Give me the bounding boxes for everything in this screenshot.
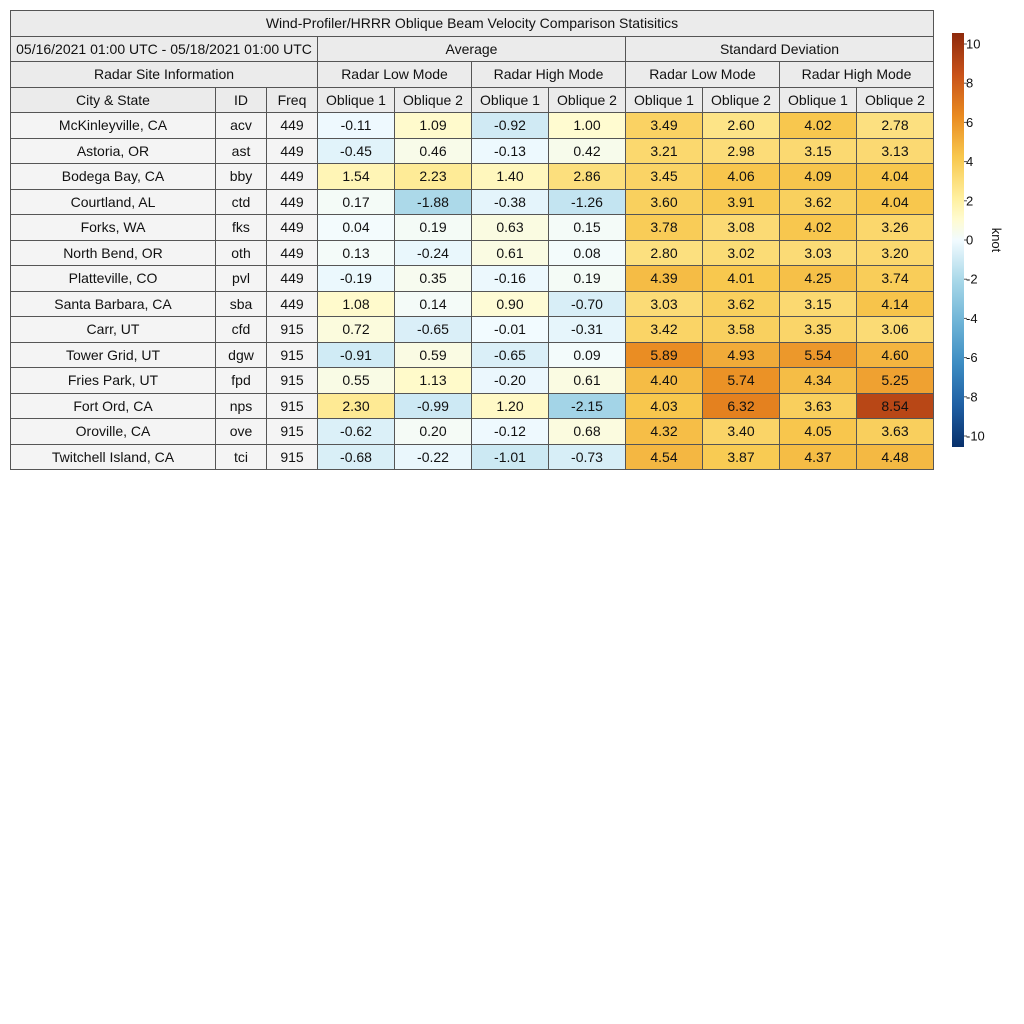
site-city-cell: Platteville, CO <box>11 266 216 292</box>
value-cell: 4.05 <box>780 419 857 445</box>
value-cell: 2.30 <box>318 393 395 419</box>
site-city-cell: North Bend, OR <box>11 240 216 266</box>
site-freq-cell: 915 <box>267 368 318 394</box>
std-low-mode-header: Radar Low Mode <box>626 62 780 88</box>
site-freq-cell: 915 <box>267 393 318 419</box>
colorbar-tick-label: 4 <box>966 154 974 170</box>
value-cell: 1.13 <box>395 368 472 394</box>
std-high-oblique1-header: Oblique 1 <box>780 87 857 113</box>
site-city-cell: Carr, UT <box>11 317 216 343</box>
value-cell: 8.54 <box>857 393 934 419</box>
colorbar-tick-label: 2 <box>966 193 974 209</box>
group-header-row <box>11 36 934 62</box>
table-row <box>11 189 934 215</box>
value-cell: 0.35 <box>395 266 472 292</box>
title-row <box>11 11 934 37</box>
value-cell: 3.35 <box>780 317 857 343</box>
value-cell: 5.89 <box>626 342 703 368</box>
value-cell: 3.15 <box>780 138 857 164</box>
value-cell: 2.98 <box>703 138 780 164</box>
std-low-oblique1-header: Oblique 1 <box>626 87 703 113</box>
value-cell: 1.54 <box>318 164 395 190</box>
value-cell: -0.65 <box>472 342 549 368</box>
site-id-cell: pvl <box>216 266 267 292</box>
value-cell: 3.03 <box>780 240 857 266</box>
value-cell: 2.60 <box>703 113 780 139</box>
value-cell: -1.26 <box>549 189 626 215</box>
colorbar-gradient <box>952 33 964 447</box>
site-freq-cell: 449 <box>267 291 318 317</box>
table-row <box>11 164 934 190</box>
value-cell: 3.49 <box>626 113 703 139</box>
value-cell: 3.62 <box>780 189 857 215</box>
value-cell: 0.14 <box>395 291 472 317</box>
site-id-cell: dgw <box>216 342 267 368</box>
site-freq-cell: 915 <box>267 444 318 470</box>
site-city-cell: Bodega Bay, CA <box>11 164 216 190</box>
value-cell: 4.14 <box>857 291 934 317</box>
value-cell: 4.02 <box>780 215 857 241</box>
colorbar <box>948 33 1018 453</box>
site-city-cell: Forks, WA <box>11 215 216 241</box>
value-cell: 4.37 <box>780 444 857 470</box>
site-info-header: Radar Site Information <box>11 62 318 88</box>
table-row <box>11 291 934 317</box>
avg-low-oblique2-header: Oblique 2 <box>395 87 472 113</box>
site-id-cell: tci <box>216 444 267 470</box>
value-cell: 0.55 <box>318 368 395 394</box>
value-cell: -0.22 <box>395 444 472 470</box>
value-cell: 4.04 <box>857 164 934 190</box>
value-cell: -0.99 <box>395 393 472 419</box>
value-cell: 0.09 <box>549 342 626 368</box>
site-city-cell: McKinleyville, CA <box>11 113 216 139</box>
site-id-cell: oth <box>216 240 267 266</box>
table-row <box>11 342 934 368</box>
site-city-cell: Tower Grid, UT <box>11 342 216 368</box>
table-row <box>11 419 934 445</box>
site-freq-cell: 449 <box>267 215 318 241</box>
value-cell: 0.13 <box>318 240 395 266</box>
value-cell: 3.58 <box>703 317 780 343</box>
value-cell: 2.80 <box>626 240 703 266</box>
value-cell: -0.20 <box>472 368 549 394</box>
site-freq-cell: 915 <box>267 317 318 343</box>
value-cell: 4.25 <box>780 266 857 292</box>
value-cell: 0.15 <box>549 215 626 241</box>
value-cell: 5.54 <box>780 342 857 368</box>
table-body <box>11 113 934 470</box>
site-id-cell: bby <box>216 164 267 190</box>
value-cell: 0.61 <box>549 368 626 394</box>
value-cell: 0.59 <box>395 342 472 368</box>
avg-high-mode-header: Radar High Mode <box>472 62 626 88</box>
colorbar-tick-label: -6 <box>966 350 978 366</box>
site-city-cell: Santa Barbara, CA <box>11 291 216 317</box>
value-cell: 0.90 <box>472 291 549 317</box>
value-cell: 4.93 <box>703 342 780 368</box>
value-cell: 3.08 <box>703 215 780 241</box>
value-cell: 5.25 <box>857 368 934 394</box>
value-cell: -2.15 <box>549 393 626 419</box>
value-cell: 0.19 <box>395 215 472 241</box>
std-low-oblique2-header: Oblique 2 <box>703 87 780 113</box>
value-cell: 3.40 <box>703 419 780 445</box>
value-cell: 3.87 <box>703 444 780 470</box>
value-cell: -0.11 <box>318 113 395 139</box>
value-cell: 1.09 <box>395 113 472 139</box>
value-cell: 3.02 <box>703 240 780 266</box>
value-cell: -1.01 <box>472 444 549 470</box>
value-cell: 6.32 <box>703 393 780 419</box>
value-cell: -0.91 <box>318 342 395 368</box>
value-cell: 4.03 <box>626 393 703 419</box>
value-cell: -0.68 <box>318 444 395 470</box>
site-city-cell: Fort Ord, CA <box>11 393 216 419</box>
value-cell: 0.72 <box>318 317 395 343</box>
colorbar-unit-label: knot <box>989 227 1004 253</box>
value-cell: -0.01 <box>472 317 549 343</box>
value-cell: 3.03 <box>626 291 703 317</box>
value-cell: -0.73 <box>549 444 626 470</box>
site-id-cell: ove <box>216 419 267 445</box>
value-cell: -0.24 <box>395 240 472 266</box>
avg-high-oblique1-header: Oblique 1 <box>472 87 549 113</box>
value-cell: 0.61 <box>472 240 549 266</box>
colorbar-tick-label: 0 <box>966 232 974 248</box>
value-cell: 2.23 <box>395 164 472 190</box>
value-cell: 0.42 <box>549 138 626 164</box>
site-freq-cell: 449 <box>267 266 318 292</box>
value-cell: 1.00 <box>549 113 626 139</box>
value-cell: -0.38 <box>472 189 549 215</box>
value-cell: -0.16 <box>472 266 549 292</box>
stats-table <box>10 10 934 470</box>
std-high-oblique2-header: Oblique 2 <box>857 87 934 113</box>
value-cell: 4.04 <box>857 189 934 215</box>
colorbar-tick-label: 10 <box>966 36 981 52</box>
site-freq-cell: 449 <box>267 113 318 139</box>
value-cell: 4.48 <box>857 444 934 470</box>
value-cell: 0.08 <box>549 240 626 266</box>
colorbar-tick-label: -8 <box>966 389 978 405</box>
stddev-header: Standard Deviation <box>626 36 934 62</box>
value-cell: -0.70 <box>549 291 626 317</box>
value-cell: 3.15 <box>780 291 857 317</box>
table-row <box>11 444 934 470</box>
site-id-cell: cfd <box>216 317 267 343</box>
value-cell: 2.78 <box>857 113 934 139</box>
value-cell: 0.19 <box>549 266 626 292</box>
value-cell: 3.62 <box>703 291 780 317</box>
value-cell: 0.63 <box>472 215 549 241</box>
site-freq-cell: 915 <box>267 342 318 368</box>
site-id-cell: fpd <box>216 368 267 394</box>
avg-high-oblique2-header: Oblique 2 <box>549 87 626 113</box>
value-cell: 4.60 <box>857 342 934 368</box>
colorbar-ticks <box>964 37 985 444</box>
value-cell: 4.01 <box>703 266 780 292</box>
average-header: Average <box>318 36 626 62</box>
value-cell: 4.39 <box>626 266 703 292</box>
site-city-cell: Astoria, OR <box>11 138 216 164</box>
value-cell: 0.04 <box>318 215 395 241</box>
site-id-cell: ast <box>216 138 267 164</box>
site-freq-cell: 449 <box>267 164 318 190</box>
value-cell: -0.12 <box>472 419 549 445</box>
value-cell: 3.13 <box>857 138 934 164</box>
site-id-cell: sba <box>216 291 267 317</box>
site-freq-cell: 449 <box>267 189 318 215</box>
freq-column-header: Freq <box>267 87 318 113</box>
site-city-cell: Fries Park, UT <box>11 368 216 394</box>
value-cell: 4.40 <box>626 368 703 394</box>
colorbar-tick-label: -2 <box>966 271 978 287</box>
value-cell: 0.17 <box>318 189 395 215</box>
site-id-cell: nps <box>216 393 267 419</box>
value-cell: 2.86 <box>549 164 626 190</box>
value-cell: -0.19 <box>318 266 395 292</box>
value-cell: 3.21 <box>626 138 703 164</box>
value-cell: 3.26 <box>857 215 934 241</box>
value-cell: 3.63 <box>780 393 857 419</box>
value-cell: 3.42 <box>626 317 703 343</box>
value-cell: 4.06 <box>703 164 780 190</box>
table-row <box>11 240 934 266</box>
site-city-cell: Courtland, AL <box>11 189 216 215</box>
value-cell: 4.32 <box>626 419 703 445</box>
value-cell: 3.45 <box>626 164 703 190</box>
colorbar-tick-label: -10 <box>966 428 985 444</box>
value-cell: 3.74 <box>857 266 934 292</box>
table-title: Wind-Profiler/HRRR Oblique Beam Velocity Comparison Statisitics <box>11 11 934 37</box>
site-freq-cell: 449 <box>267 138 318 164</box>
value-cell: 4.09 <box>780 164 857 190</box>
value-cell: 4.54 <box>626 444 703 470</box>
mode-header-row <box>11 62 934 88</box>
site-id-cell: ctd <box>216 189 267 215</box>
table-row <box>11 113 934 139</box>
value-cell: 0.68 <box>549 419 626 445</box>
table-row <box>11 393 934 419</box>
table-row <box>11 215 934 241</box>
site-city-cell: Oroville, CA <box>11 419 216 445</box>
value-cell: 3.06 <box>857 317 934 343</box>
site-id-cell: fks <box>216 215 267 241</box>
colorbar-tick-label: 6 <box>966 114 974 130</box>
site-freq-cell: 915 <box>267 419 318 445</box>
table-row <box>11 138 934 164</box>
value-cell: 3.91 <box>703 189 780 215</box>
value-cell: 1.08 <box>318 291 395 317</box>
value-cell: 0.20 <box>395 419 472 445</box>
site-city-cell: Twitchell Island, CA <box>11 444 216 470</box>
table-row <box>11 368 934 394</box>
value-cell: 5.74 <box>703 368 780 394</box>
avg-low-oblique1-header: Oblique 1 <box>318 87 395 113</box>
value-cell: 3.78 <box>626 215 703 241</box>
city-column-header: City & State <box>11 87 216 113</box>
table-row <box>11 317 934 343</box>
value-cell: 3.60 <box>626 189 703 215</box>
value-cell: -0.31 <box>549 317 626 343</box>
value-cell: -0.92 <box>472 113 549 139</box>
site-freq-cell: 449 <box>267 240 318 266</box>
std-high-mode-header: Radar High Mode <box>780 62 934 88</box>
id-column-header: ID <box>216 87 267 113</box>
value-cell: 3.63 <box>857 419 934 445</box>
value-cell: 4.02 <box>780 113 857 139</box>
column-header-row <box>11 87 934 113</box>
value-cell: 0.46 <box>395 138 472 164</box>
value-cell: 1.20 <box>472 393 549 419</box>
table-row <box>11 266 934 292</box>
value-cell: 4.34 <box>780 368 857 394</box>
avg-low-mode-header: Radar Low Mode <box>318 62 472 88</box>
value-cell: -0.13 <box>472 138 549 164</box>
colorbar-tick-label: -4 <box>966 310 978 326</box>
date-range: 05/16/2021 01:00 UTC - 05/18/2021 01:00 UTC <box>11 36 318 62</box>
value-cell: -1.88 <box>395 189 472 215</box>
value-cell: -0.62 <box>318 419 395 445</box>
site-id-cell: acv <box>216 113 267 139</box>
value-cell: -0.65 <box>395 317 472 343</box>
value-cell: 1.40 <box>472 164 549 190</box>
value-cell: -0.45 <box>318 138 395 164</box>
colorbar-tick-label: 8 <box>966 75 974 91</box>
value-cell: 3.20 <box>857 240 934 266</box>
